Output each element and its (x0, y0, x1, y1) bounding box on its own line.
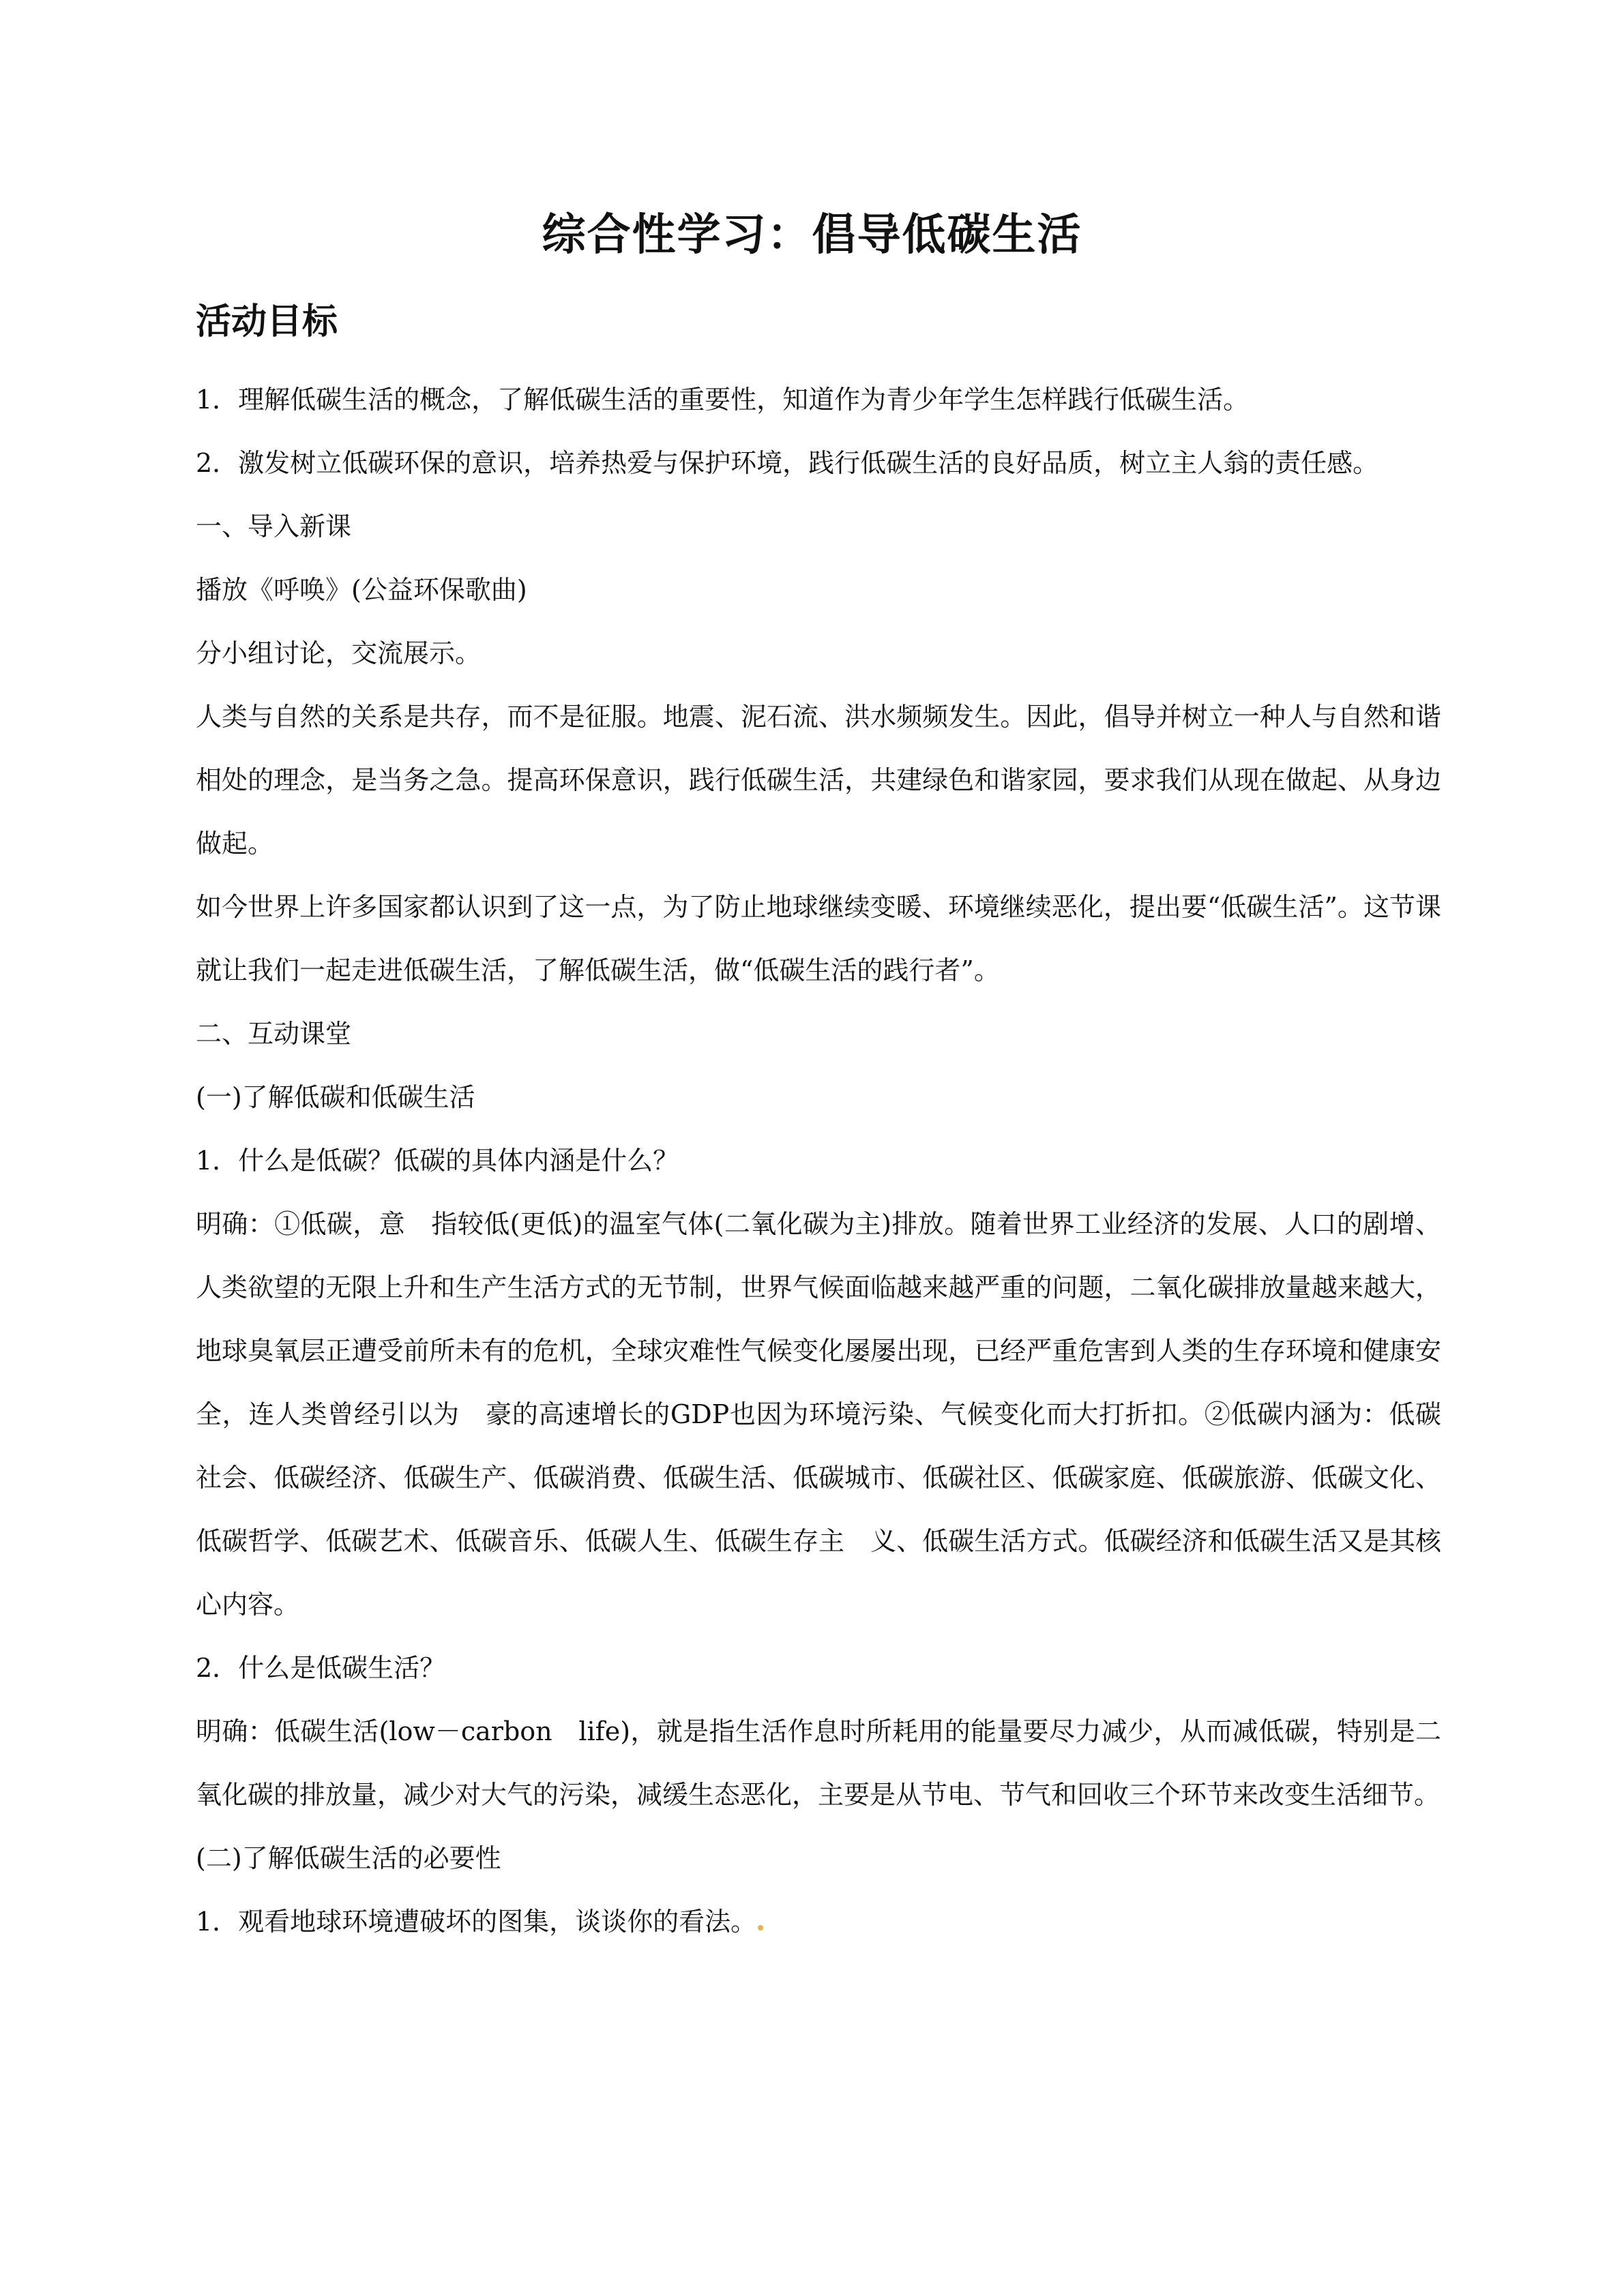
question-what-is-low-carbon: 1．什么是低碳？低碳的具体内涵是什么？ (196, 1146, 679, 1176)
subheading-necessity: (二)了解低碳生活的必要性 (196, 1843, 501, 1873)
paragraph-world-awareness: 如今世界上许多国家都认识到了这一点，为了防止地球继续变暖、环境继续恶化，提出要“低碳生活”。这节课就让我们一起走进低碳生活，了解低碳生活，做“低碳生活的践行者”。 (196, 892, 1441, 985)
section-heading-objectives: 活动目标 (196, 301, 338, 342)
paragraph-watch-images-text: 1．观看地球环境遭破坏的图集，谈谈你的看法。 (196, 1907, 757, 1937)
paragraph-watch-images (196, 1890, 1441, 1954)
section-heading-interactive: 二、互动课堂 (196, 1019, 352, 1049)
paragraph-group-discussion: 分小组讨论，交流展示。 (196, 638, 482, 668)
section-heading-intro: 一、导入新课 (196, 511, 352, 541)
subheading-understand-low-carbon: (一)了解低碳和低碳生活 (196, 1082, 475, 1112)
paragraph-low-carbon-life-answer: 明确：低碳生活(low－carbon life)，就是指生活作息时所耗用的能量要尽力减少，从而减低碳，特别是二氧化碳的排放量，减少对大气的污染，减缓生态恶化，主要是从节电、节气和回收三个环节来改变生活细节。 (196, 1716, 1441, 1810)
paragraph-low-carbon-answer: 明确：①低碳，意 指较低(更低)的温室气体(二氧化碳为主)排放。随着世界工业经济的发展、人口的剧增、人类欲望的无限上升和生产生活方式的无节制，世界气候面临越来越严重的问题，二氧化碳排放量越来越大，地球臭氧层正遭受前所未有的危机，全球灾难性气候变化屡屡出现，已经严重危害到人类的生存环境和健康安全，连人类曾经引以为 豪的高速增长的GDP也因为环境污染、气候变化而大打折扣。②低碳内涵为：低碳社会、低碳经济、低碳生产、低碳消费、低碳生活、低碳城市、低碳社区、低碳家庭、低碳旅游、低碳文化、低碳哲学、低碳艺术、低碳音乐、低碳人生、低碳生存主 义、低碳生活方式。低碳经济和低碳生活又是其核心内容。 (196, 1209, 1441, 1620)
paragraph-human-nature: 人类与自然的关系是共存，而不是征服。地震、泥石流、洪水频频发生。因此，倡导并树立一种人与自然和谐相处的理念，是当务之急。提高环保意识，践行低碳生活，共建绿色和谐家园，要求我们从现在做起、从身边做起。 (196, 702, 1441, 859)
paragraph-objective-2: 2．激发树立低碳环保的意识，培养热爱与保护环境，践行低碳生活的良好品质，树立主人翁的责任感。 (196, 448, 1379, 478)
paragraph-objective-1: 1．理解低碳生活的概念，了解低碳生活的重要性，知道作为青少年学生怎样践行低碳生活。 (196, 385, 1250, 415)
document-body (196, 368, 1441, 1954)
highlight-dot (758, 1925, 763, 1930)
document-title: 综合性学习：倡导低碳生活 (542, 210, 1082, 260)
paragraph-play-song: 播放《呼唤》(公益环保歌曲) (196, 575, 527, 605)
question-what-is-low-carbon-life: 2．什么是低碳生活？ (196, 1653, 446, 1683)
